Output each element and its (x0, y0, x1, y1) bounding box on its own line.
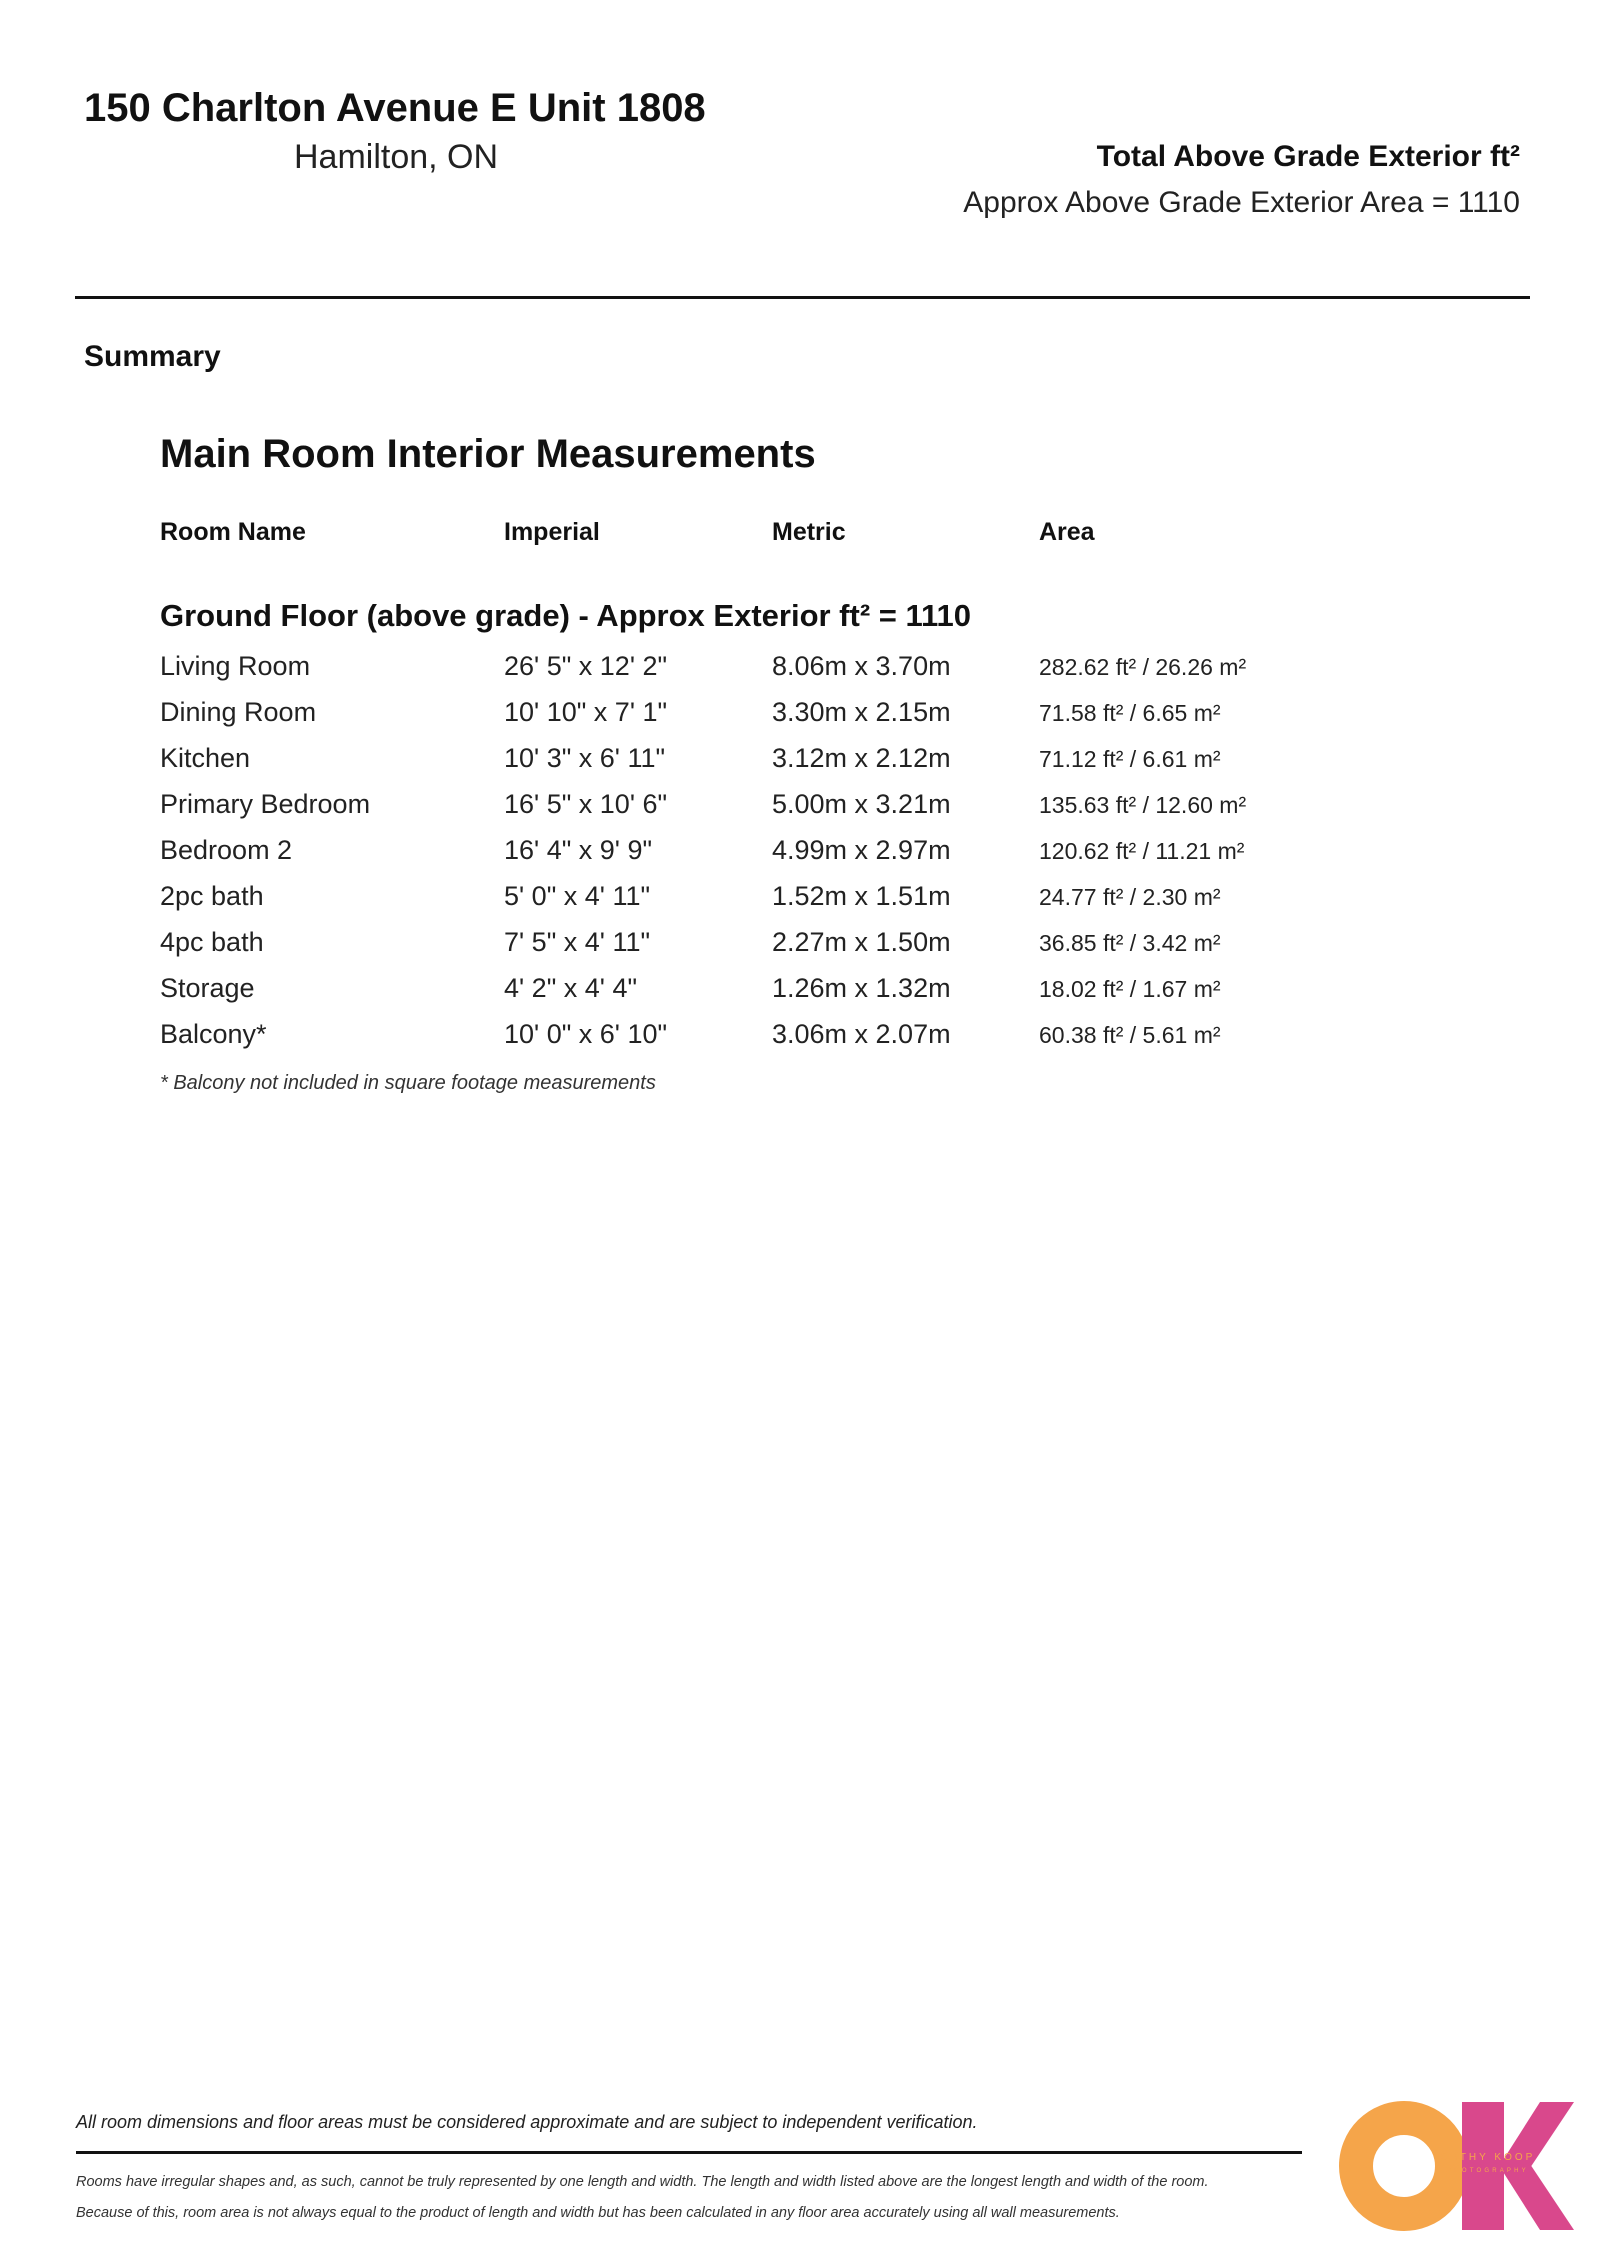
room-name: Kitchen (160, 743, 251, 773)
table-row (0, 789, 1600, 835)
room-imperial: 7' 5" x 4' 11" (504, 927, 651, 957)
table-row (0, 743, 1600, 789)
table-row (0, 651, 1600, 697)
room-area: 120.62 ft² / 11.21 m² (1039, 838, 1245, 864)
fine-print-line-1: Rooms have irregular shapes and, as such, cannot be truly represented by one length and width. The length and width listed above are the longest length and width of the room. (76, 2174, 1209, 2190)
room-metric: 4.99m x 2.97m (772, 835, 951, 865)
section-title: Main Room Interior Measurements (160, 432, 816, 476)
room-name: 4pc bath (160, 927, 264, 957)
room-area: 18.02 ft² / 1.67 m² (1039, 976, 1221, 1002)
room-imperial: 4' 2" x 4' 4" (504, 973, 638, 1003)
total-area-value: Approx Above Grade Exterior Area = 1110 (963, 186, 1520, 219)
room-area: 135.63 ft² / 12.60 m² (1039, 792, 1247, 818)
table-row (0, 927, 1600, 973)
room-metric: 8.06m x 3.70m (772, 651, 951, 681)
property-city: Hamilton, ON (294, 138, 499, 176)
room-name: Balcony* (160, 1019, 267, 1049)
logo-letter-o (1356, 2118, 1452, 2214)
room-metric: 1.26m x 1.32m (772, 973, 951, 1003)
logo-text-line2: PHOTOGRAPHY (1447, 2168, 1529, 2174)
room-imperial: 16' 5" x 10' 6" (504, 789, 668, 819)
column-header-room-name: Room Name (160, 518, 306, 546)
column-header-imperial: Imperial (504, 518, 600, 546)
room-name: Primary Bedroom (160, 789, 371, 819)
balcony-footnote: * Balcony not included in square footage measurements (160, 1072, 656, 1094)
footer-divider (76, 2151, 1302, 2154)
room-area: 71.58 ft² / 6.65 m² (1039, 700, 1221, 726)
room-area: 36.85 ft² / 3.42 m² (1039, 930, 1221, 956)
room-imperial: 16' 4" x 9' 9" (504, 835, 653, 865)
logo-letter-k (1462, 2102, 1574, 2230)
room-metric: 2.27m x 1.50m (772, 927, 951, 957)
column-header-area: Area (1039, 518, 1095, 546)
header-divider (75, 296, 1530, 299)
disclaimer-text: All room dimensions and floor areas must be considered approximate and are subject to independent verification. (76, 2112, 978, 2132)
room-table (0, 651, 1600, 1065)
column-header-metric: Metric (772, 518, 846, 546)
table-row (0, 697, 1600, 743)
summary-heading: Summary (84, 340, 221, 373)
room-imperial: 10' 10" x 7' 1" (504, 697, 668, 727)
room-area: 24.77 ft² / 2.30 m² (1039, 884, 1221, 910)
cathy-koop-photography-logo (1338, 2098, 1574, 2234)
table-row (0, 881, 1600, 927)
fine-print-line-2: Because of this, room area is not always equal to the product of length and width but has been calculated in any floor area accurately using all wall measurements. (76, 2205, 1120, 2221)
logo-text-line1: CATHY KOOP (1440, 2152, 1536, 2163)
table-row (0, 973, 1600, 1019)
room-name: Dining Room (160, 697, 317, 727)
room-imperial: 5' 0" x 4' 11" (504, 881, 651, 911)
room-imperial: 26' 5" x 12' 2" (504, 651, 668, 681)
room-name: 2pc bath (160, 881, 264, 911)
property-address: 150 Charlton Avenue E Unit 1808 (84, 86, 706, 130)
room-name: Living Room (160, 651, 311, 681)
room-metric: 3.12m x 2.12m (772, 743, 951, 773)
room-metric: 3.06m x 2.07m (772, 1019, 951, 1049)
total-area-label: Total Above Grade Exterior ft² (1096, 140, 1520, 173)
room-imperial: 10' 0" x 6' 10" (504, 1019, 668, 1049)
room-metric: 5.00m x 3.21m (772, 789, 951, 819)
room-name: Storage (160, 973, 255, 1003)
table-row (0, 835, 1600, 881)
room-name: Bedroom 2 (160, 835, 293, 865)
room-area: 282.62 ft² / 26.26 m² (1039, 654, 1247, 680)
room-area: 71.12 ft² / 6.61 m² (1039, 746, 1221, 772)
table-row (0, 1019, 1600, 1065)
floor-title: Ground Floor (above grade) - Approx Exterior ft² = 1110 (160, 598, 972, 633)
room-area: 60.38 ft² / 5.61 m² (1039, 1022, 1221, 1048)
room-metric: 1.52m x 1.51m (772, 881, 951, 911)
room-metric: 3.30m x 2.15m (772, 697, 951, 727)
room-imperial: 10' 3" x 6' 11" (504, 743, 666, 773)
